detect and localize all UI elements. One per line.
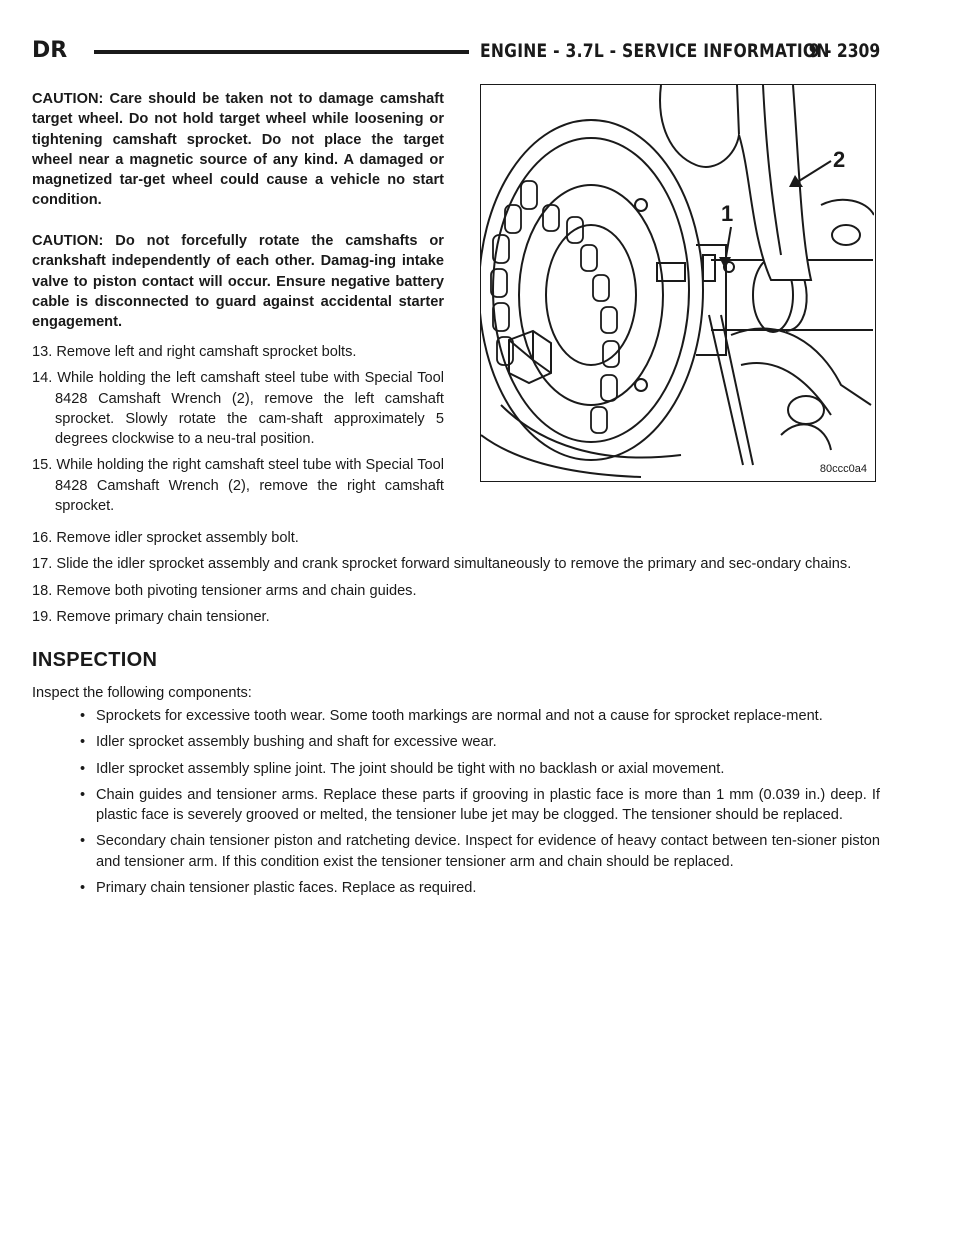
inspection-intro: Inspect the following components: [32,685,252,701]
bullet-icon: • [80,833,86,850]
procedure-steps-upper [32,342,444,522]
list-item [80,831,880,872]
step-17: 17. Slide the idler sprocket assembly and crank sprocket forward simultaneously to remove the primary and sec-ondary chains. [32,556,852,573]
inspection-heading: INSPECTION [32,649,158,671]
procedure-steps-lower [32,528,880,633]
list-item-text: Primary chain tensioner plastic faces. Replace as required. [96,880,477,897]
bullet-icon: • [80,708,86,724]
list-item-text: Sprockets for excessive tooth wear. Some tooth markings are normal and not a cause for sprocket replace-ment. [96,708,823,724]
bullet-icon: • [80,880,86,897]
inspection-list [80,706,880,904]
callout-1 [719,201,733,269]
step-19: 19. Remove primary chain tensioner. [32,608,270,625]
figure-id: 80ccc0a4 [819,463,867,475]
list-item-text: Idler sprocket assembly bushing and shaft for excessive wear. [96,734,497,751]
bullet-icon: • [80,760,86,777]
step-14: 14. While holding the left camshaft steel tube with Special Tool 8428 Camshaft Wrench (2), remove the left camshaft sprocket. Slowly rotate the cam-shaft approximately 5 degrees clockwise to a neu-tral position. [32,370,444,448]
section-title: ENGINE - 3.7L - SERVICE INFORMATION [480,40,830,62]
camshaft-sprocket-figure [480,84,876,482]
page-header [32,34,880,70]
caution-rotation: CAUTION: Do not forcefully rotate the camshafts or crankshaft independently of each other. Damag-ing intake valve to piston contact will occur. Ensure negative battery cable is disconnected to guard against accidental starter engagement. [32,233,444,331]
list-item [80,732,880,752]
list-item [80,759,880,779]
step-13: 13. Remove left and right camshaft sprocket bolts. [32,344,357,360]
step-15: 15. While holding the right camshaft steel tube with Special Tool 8428 Camshaft Wrench (2), remove the right camshaft sprocket. [32,457,444,515]
svg-text:1: 1 [721,201,734,226]
list-item [80,878,880,898]
step-18: 18. Remove both pivoting tensioner arms and chain guides. [32,582,417,599]
list-item-text: Idler sprocket assembly spline joint. The joint should be tight with no backlash or axial movement. [96,760,725,777]
caution-target-wheel: CAUTION: Care should be taken not to damage camshaft target wheel. Do not hold target wheel while loosening or tightening camshaft sprocket. Do not place the target wheel near a magnetic source of any kind. A damaged or magnetized tar-get wheel could cause a vehicle no start condition. [32,91,444,209]
bullet-icon: • [80,734,86,751]
model-code: DR [32,38,68,63]
list-item [80,706,880,726]
header-rule [94,50,469,54]
list-item [80,785,880,826]
svg-text:2: 2 [833,147,846,172]
bullet-icon: • [80,786,86,803]
list-item-text: Chain guides and tensioner arms. Replace these parts if grooving in plastic face is more than 1 mm (0.039 in.) deep. If plastic face is severely grooved or melted, the tensioner lube jet may be clogged. The tensioner should be replaced. [96,786,880,824]
page-number: 9 - 2309 [808,40,880,62]
step-16: 16. Remove idler sprocket assembly bolt. [32,530,299,546]
list-item-text: Secondary chain tensioner piston and ratcheting device. Inspect for evidence of heavy contact between ten-sioner piston and tensioner arm. If this condition exist the tensioner tensioner arm and chain should be replaced. [96,833,880,870]
camshaft-wrench-illustration [481,85,874,480]
